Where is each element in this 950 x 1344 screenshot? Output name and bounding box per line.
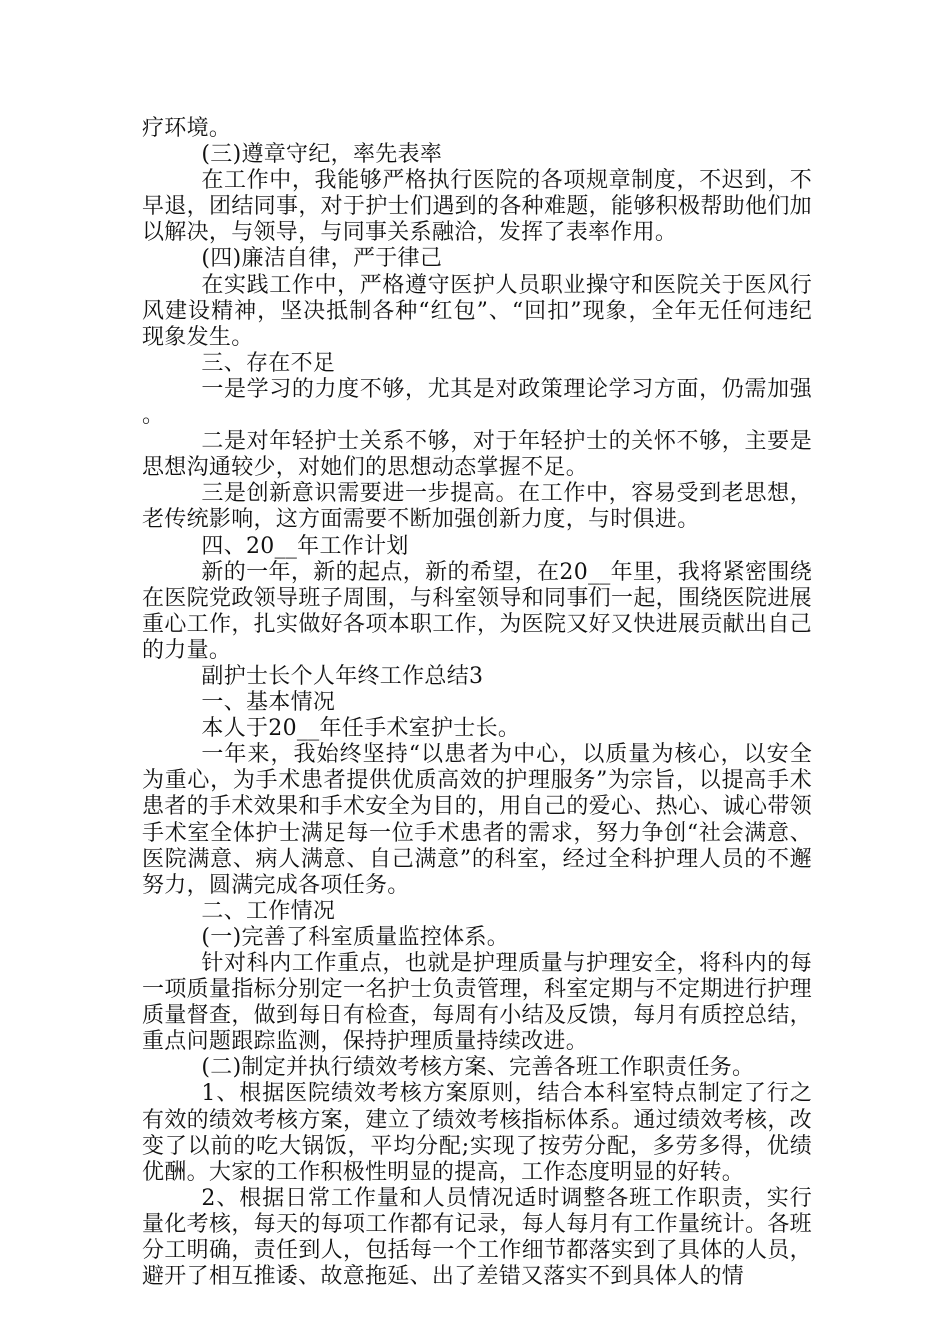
paragraph: 1、根据医院绩效考核方案原则，结合本科室特点制定了行之有效的绩效考核方案，建立了绩效考核指标体系。通过绩效考核，改变了以前的吃大锅饭，平均分配;实现了按劳分配，多劳多得，优绩优酬。大家的工作积极性明显的提高，工作态度明显的好转。	[142, 1081, 812, 1185]
paragraph: 三是创新意识需要进一步提高。在工作中，容易受到老思想，老传统影响，这方面需要不断加强创新力度，与时俱进。	[142, 481, 812, 533]
paragraph: 一是学习的力度不够，尤其是对政策理论学习方面，仍需加强。	[142, 376, 812, 429]
paragraph: 本人于20__年任手术室护士长。	[201, 716, 521, 742]
section-heading: 二、工作情况	[201, 898, 336, 924]
subsection-heading: (一)完善了科室质量监控体系。	[201, 924, 510, 950]
section-heading: (四)廉洁自律，严于律己	[201, 246, 443, 272]
paragraph: 疗环境。	[142, 116, 232, 141]
section-heading: 三、存在不足	[201, 350, 336, 376]
paragraph: 一年来，我始终坚持“以患者为中心，以质量为核心，以安全为重心，为手术患者提供优质高效的护理服务”为宗旨，以提高手术患者的手术效果和手术安全为目的，用自己的爱心、热心、诚心带领手术室全体护士满足每一位手术患者的需求，努力争创“社会满意、医院满意、病人满意、自己满意”的科室，经过全科护理人员的不邂努力，圆满完成各项任务。	[142, 742, 812, 898]
paragraph: 针对科内工作重点，也就是护理质量与护理安全，将科内的每一项质量指标分别定一名护士负责管理，科室定期与不定期进行护理质量督查，做到每日有检查，每周有小结及反馈，每月有质控总结，重点问题跟踪监测，保持护理质量持续改进。	[142, 951, 812, 1055]
subsection-heading: (二)制定并执行绩效考核方案、完善各班工作职责任务。	[201, 1055, 755, 1081]
paragraph: 二是对年轻护士关系不够，对于年轻护士的关怀不够，主要是思想沟通较少，对她们的思想动态掌握不足。	[142, 429, 812, 481]
paragraph: 新的一年，新的起点，新的希望，在20__年里，我将紧密围绕在医院党政领导班子周围，与科室领导和同事们一起，围绕医院进展重心工作，扎实做好各项本职工作，为医院又好又快进展贡献出自己的力量。	[142, 559, 812, 663]
section-heading: 一、基本情况	[201, 690, 336, 716]
section-heading: 四、20__年工作计划	[201, 533, 409, 559]
paragraph: 在工作中，我能够严格执行医院的各项规章制度，不迟到，不早退，团结同事，对于护士们遇到的各种难题，能够积极帮助他们加以解决，与领导，与同事关系融洽，发挥了表率作用。	[142, 168, 812, 246]
paragraph: 2、根据日常工作量和人员情况适时调整各班工作职责，实行量化考核，每天的每项工作都有记录，每人每月有工作量统计。各班分工明确，责任到人，包括每一个工作细节都落实到了具体的人员，避开了相互推诿、故意拖延、出了差错又落实不到具体人的情	[142, 1185, 812, 1290]
paragraph: 在实践工作中，严格遵守医护人员职业操守和医院关于医风行风建设精神，坚决抵制各种“红包”、“回扣”现象，全年无任何违纪现象发生。	[142, 272, 812, 350]
document-body	[142, 116, 812, 1290]
section-heading: (三)遵章守纪，率先表率	[201, 142, 443, 168]
document-title: 副护士长个人年终工作总结3	[201, 663, 484, 689]
